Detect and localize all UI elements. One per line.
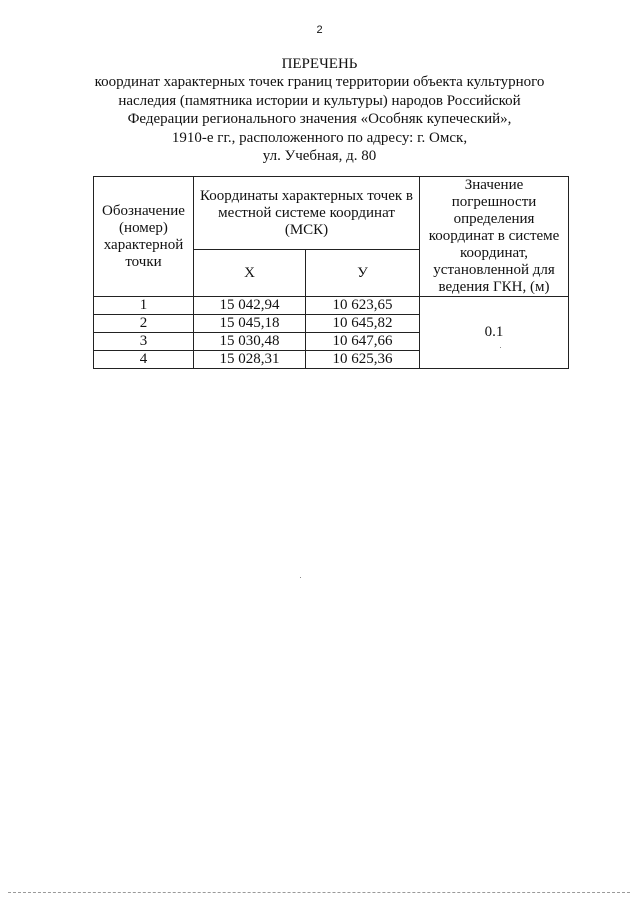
title-line-5: ул. Учебная, д. 80	[262, 148, 377, 165]
point-number-cell: 2	[94, 315, 194, 333]
title-heading: ПЕРЕЧЕНЬ	[281, 56, 358, 72]
scan-speck	[500, 347, 501, 348]
header-accuracy: Значение погрешности определения координат в системе координат, установленной для ведения ГКН, (м)	[420, 177, 569, 297]
title-line-2: наследия (памятника истории и культуры) народов Российской	[118, 92, 521, 109]
y-coordinate-cell: 10 645,82	[306, 315, 420, 333]
scan-edge-line	[8, 892, 630, 893]
title-line-1: координат характерных точек границ территории объекта культурного	[94, 74, 545, 91]
point-number-cell: 4	[94, 351, 194, 369]
page-number: 2	[316, 24, 323, 36]
point-number-cell: 3	[94, 333, 194, 351]
point-number-cell: 1	[94, 297, 194, 315]
x-coordinate-cell: 15 045,18	[194, 315, 306, 333]
x-coordinate-cell: 15 030,48	[194, 333, 306, 351]
x-coordinate-cell: 15 028,31	[194, 351, 306, 369]
y-coordinate-cell: 10 623,65	[306, 297, 420, 315]
header-coordinates: Координаты характерных точек в местной системе координат (МСК)	[194, 177, 420, 250]
accuracy-value-cell: 0.1	[420, 297, 569, 369]
header-point-designation: Обозначение (номер) характерной точки	[94, 177, 194, 297]
scan-speck	[300, 577, 301, 578]
y-coordinate-cell: 10 647,66	[306, 333, 420, 351]
title-line-4: 1910-е гг., расположенного по адресу: г. Омск,	[171, 129, 468, 146]
header-y: У	[306, 250, 420, 297]
y-coordinate-cell: 10 625,36	[306, 351, 420, 369]
x-coordinate-cell: 15 042,94	[194, 297, 306, 315]
table-row	[94, 297, 569, 315]
document-title	[0, 55, 639, 165]
header-x: X	[194, 250, 306, 297]
title-line-3: Федерации регионального значения «Особняк купеческий»,	[127, 111, 512, 128]
coordinates-table	[93, 176, 569, 369]
